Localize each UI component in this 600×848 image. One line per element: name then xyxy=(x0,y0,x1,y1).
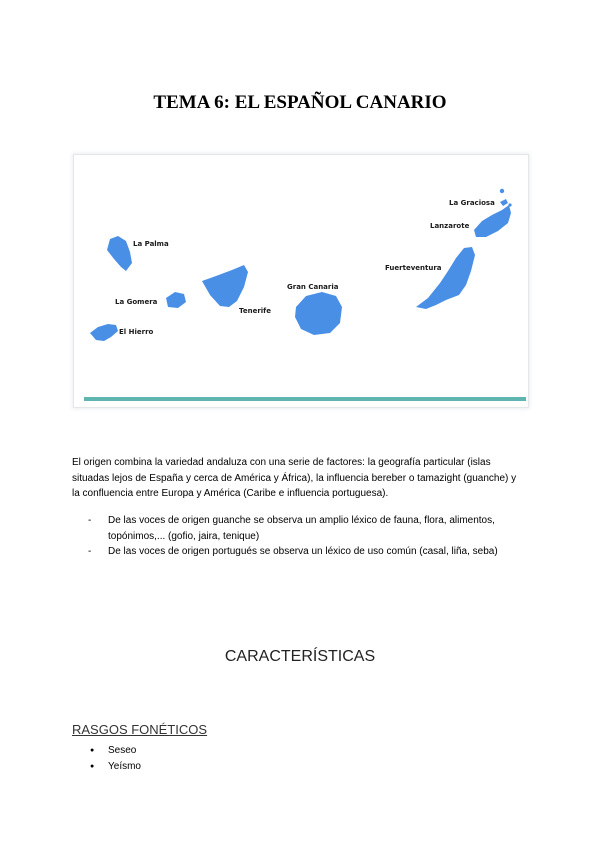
label-gran-canaria: Gran Canaria xyxy=(287,283,339,291)
dash-item-portugues: - De las voces de origen portugués se observa un léxico de uso común (casal, liña, seba) xyxy=(88,544,528,560)
island-el-hierro xyxy=(90,324,118,341)
island-tenerife xyxy=(202,265,248,307)
islet-alegranza xyxy=(500,189,504,193)
bullet-item-seseo: ● Seseo xyxy=(90,743,141,759)
label-la-palma: La Palma xyxy=(133,240,169,248)
island-lanzarote xyxy=(474,205,511,237)
label-tenerife: Tenerife xyxy=(239,307,271,315)
map-bottom-bar xyxy=(84,397,526,401)
intro-paragraph: El origen combina la variedad andaluza con una serie de factores: la geografía particular (islas situadas lejos de España y cerca de América y África), la influencia bereber o tamazight (guanche) y la confluencia entre Europa y América (Caribe e influencia portuguesa). xyxy=(72,457,517,499)
label-fuerteventura: Fuerteventura xyxy=(385,264,442,272)
section-title: CARACTERÍSTICAS xyxy=(224,648,376,665)
island-la-palma xyxy=(107,236,132,271)
bullet-list xyxy=(90,743,141,774)
label-la-graciosa: La Graciosa xyxy=(449,199,495,207)
islet-montana-clara xyxy=(508,203,511,206)
label-lanzarote: Lanzarote xyxy=(430,222,470,230)
document-title: TEMA 6: EL ESPAÑOL CANARIO xyxy=(153,92,447,113)
label-la-gomera: La Gomera xyxy=(115,298,158,306)
subheading-rasgos-foneticos: RASGOS FONÉTICOS xyxy=(72,722,208,737)
island-la-graciosa xyxy=(500,199,508,206)
canary-islands-map xyxy=(74,155,528,407)
island-la-gomera xyxy=(166,292,186,308)
island-fuerteventura xyxy=(416,247,475,309)
bullet-item-yeismo: ● Yeísmo xyxy=(90,759,141,775)
label-el-hierro: El Hierro xyxy=(119,328,154,336)
island-gran-canaria xyxy=(295,292,342,335)
dash-item-guanche: - De las voces de origen guanche se observa un amplio léxico de fauna, flora, alimentos, topónimos,... (gofio, jaira, tenique) xyxy=(88,513,528,544)
dash-list xyxy=(88,513,528,560)
